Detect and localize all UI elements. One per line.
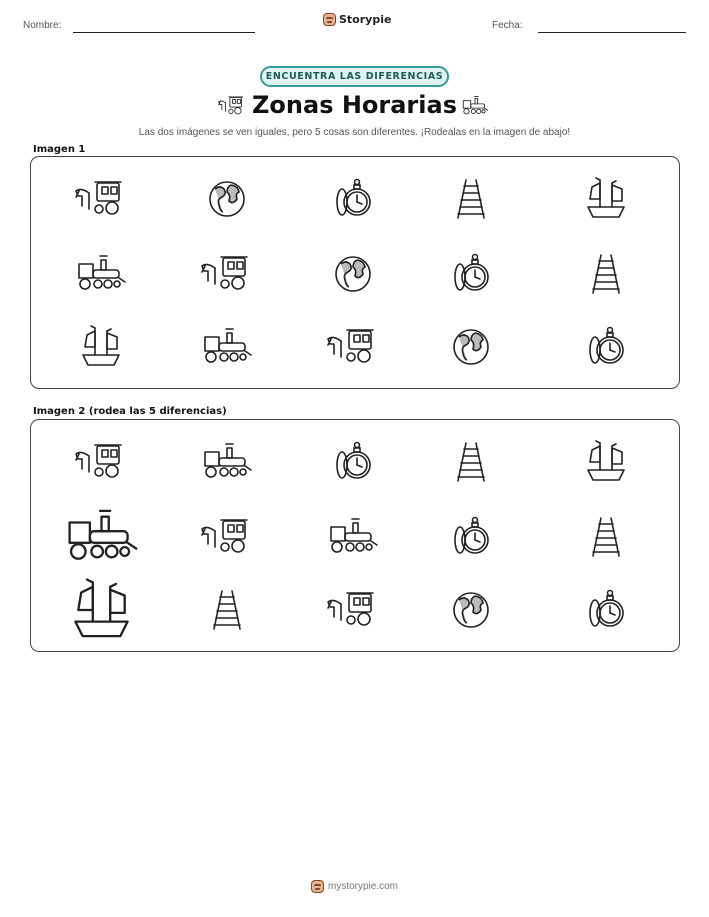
image2-cell[interactable] <box>197 590 257 630</box>
image2-cell[interactable] <box>323 517 383 557</box>
carriage-icon <box>71 179 131 219</box>
image1-cell[interactable] <box>323 254 383 294</box>
image1-cell[interactable] <box>71 254 131 294</box>
image2-cell[interactable] <box>576 517 636 557</box>
image1-cell[interactable] <box>323 327 383 367</box>
carriage-icon <box>323 327 383 367</box>
image1-cell[interactable] <box>197 179 257 219</box>
globe-icon <box>197 179 257 219</box>
pocket-watch-icon <box>441 254 501 294</box>
image2-cell[interactable] <box>441 590 501 630</box>
mascot-icon <box>323 13 336 26</box>
image1-cell[interactable] <box>576 179 636 219</box>
image1-cell[interactable] <box>441 327 501 367</box>
image1-cell[interactable] <box>576 254 636 294</box>
mascot-icon <box>311 880 324 893</box>
image2-cell[interactable] <box>576 442 636 482</box>
image1-cell[interactable] <box>323 179 383 219</box>
image2-cell[interactable] <box>197 442 257 482</box>
train-icon <box>323 517 383 557</box>
image1-cell[interactable] <box>197 254 257 294</box>
image1-cell[interactable] <box>576 327 636 367</box>
train-icon <box>197 327 257 367</box>
image2-cell[interactable] <box>323 590 383 630</box>
pocket-watch-icon <box>323 179 383 219</box>
image2-label: Imagen 2 (rodea las 5 diferencias) <box>33 406 227 417</box>
image2-panel[interactable] <box>30 419 680 652</box>
railroad-track-icon <box>576 517 636 557</box>
instructions: Las dos imágenes se ven iguales, pero 5 cosas son diferentes. ¡Rodealas en la imagen de abajo! <box>138 127 571 138</box>
train-icon <box>71 254 131 294</box>
train-deco-icon <box>459 94 491 118</box>
railroad-track-icon <box>441 179 501 219</box>
globe-icon <box>441 590 501 630</box>
image1-label: Imagen 1 <box>33 144 86 155</box>
page-title: Zonas Horarias <box>252 91 457 119</box>
name-label: Nombre: <box>23 20 62 31</box>
image1-cell[interactable] <box>71 179 131 219</box>
date-label: Fecha: <box>492 20 523 31</box>
image1-cell[interactable] <box>441 254 501 294</box>
image1-cell[interactable] <box>197 327 257 367</box>
globe-icon <box>323 254 383 294</box>
image1-grid <box>31 157 679 388</box>
pocket-watch-icon <box>576 590 636 630</box>
carriage-icon <box>197 254 257 294</box>
sailing-ship-icon <box>576 442 636 482</box>
railroad-track-icon <box>197 590 257 630</box>
footer-site: mystorypie.com <box>327 881 398 892</box>
footer <box>0 880 709 893</box>
pocket-watch-icon <box>576 327 636 367</box>
image2-cell[interactable] <box>71 442 131 482</box>
railroad-track-icon <box>441 442 501 482</box>
sailing-ship-icon <box>58 581 145 639</box>
image2-cell[interactable] <box>58 508 145 566</box>
sailing-ship-icon <box>71 327 131 367</box>
image2-cell[interactable] <box>576 590 636 630</box>
railroad-track-icon <box>576 254 636 294</box>
image2-cell[interactable] <box>441 517 501 557</box>
image2-cell[interactable] <box>323 442 383 482</box>
name-field[interactable] <box>73 32 255 33</box>
worksheet-type-badge: ENCUENTRA LAS DIFERENCIAS <box>260 66 449 87</box>
train-icon <box>197 442 257 482</box>
image1-panel <box>30 156 680 389</box>
carriage-icon <box>71 442 131 482</box>
pocket-watch-icon <box>323 442 383 482</box>
carriage-icon <box>197 517 257 557</box>
image1-cell[interactable] <box>71 327 131 367</box>
globe-icon <box>441 327 501 367</box>
date-field[interactable] <box>538 32 686 33</box>
storypie-logo <box>323 13 391 26</box>
image2-grid <box>31 420 679 651</box>
brand-name: Storypie <box>339 13 392 26</box>
carriage-icon <box>323 590 383 630</box>
sailing-ship-icon <box>576 179 636 219</box>
pocket-watch-icon <box>441 517 501 557</box>
image2-cell[interactable] <box>197 517 257 557</box>
image1-cell[interactable] <box>441 179 501 219</box>
image2-cell[interactable] <box>441 442 501 482</box>
train-icon <box>58 508 145 566</box>
image2-cell[interactable] <box>58 581 145 639</box>
